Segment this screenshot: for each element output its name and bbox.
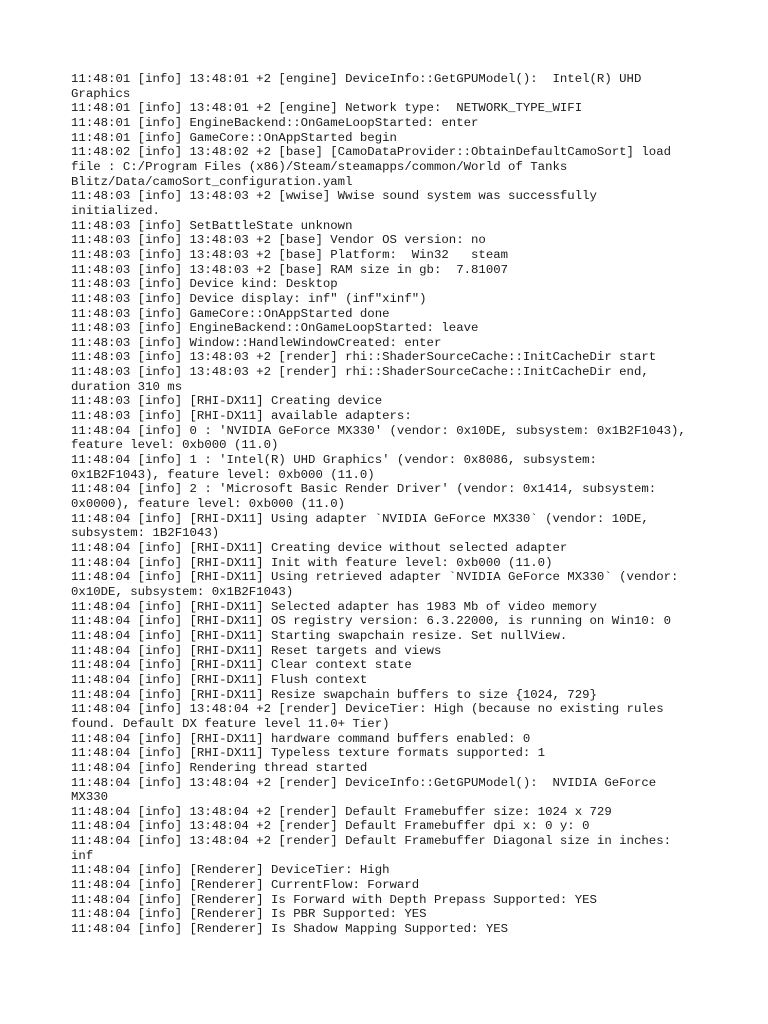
log-line: 11:48:03 [info] SetBattleState unknown xyxy=(71,218,353,233)
log-line: 11:48:03 [info] 13:48:03 +2 [wwise] Wwise sound system was successfully xyxy=(71,189,597,204)
log-line: 11:48:04 [info] [RHI-DX11] OS registry version: 6.3.22000, is running on Win10: 0 xyxy=(71,614,672,629)
log-line: 11:48:04 [info] [RHI-DX11] Init with feature level: 0xb000 (11.0) xyxy=(71,555,553,570)
log-line: found. Default DX feature level 11.0+ Tier) xyxy=(71,716,390,731)
log-line: 11:48:04 [info] Rendering thread started xyxy=(71,760,368,775)
log-line: 11:48:04 [info] [RHI-DX11] Starting swapchain resize. Set nullView. xyxy=(71,628,568,643)
log-line: 11:48:03 [info] [RHI-DX11] available adapters: xyxy=(71,409,412,424)
log-line: 0x10DE, subsystem: 0x1B2F1043) xyxy=(71,584,294,599)
log-line: 11:48:04 [info] [RHI-DX11] Selected adapter has 1983 Mb of video memory xyxy=(71,599,597,614)
log-line: 11:48:01 [info] GameCore::OnAppStarted begin xyxy=(71,130,397,145)
log-line: 11:48:03 [info] EngineBackend::OnGameLoopStarted: leave xyxy=(71,321,479,336)
log-line: 11:48:04 [info] 13:48:04 +2 [render] Default Framebuffer size: 1024 x 729 xyxy=(71,804,612,819)
log-line: MX330 xyxy=(71,790,109,805)
log-line: 11:48:01 [info] EngineBackend::OnGameLoopStarted: enter xyxy=(71,115,479,130)
log-line: 11:48:04 [info] [RHI-DX11] Flush context xyxy=(71,672,368,687)
log-line: 11:48:04 [info] [RHI-DX11] Creating device without selected adapter xyxy=(71,541,568,555)
log-line: 11:48:03 [info] 13:48:03 +2 [render] rhi::ShaderSourceCache::InitCacheDir start xyxy=(71,350,657,365)
log-line: 11:48:04 [info] [RHI-DX11] Using retrieved adapter `NVIDIA GeForce MX330` (vendor: xyxy=(71,570,679,585)
log-line: 11:48:04 [info] 2 : 'Microsoft Basic Render Driver' (vendor: 0x1414, subsystem: xyxy=(71,482,657,497)
log-line: 11:48:03 [info] Window::HandleWindowCreated: enter xyxy=(71,335,442,350)
log-line: 11:48:04 [info] 0 : 'NVIDIA GeForce MX330' (vendor: 0x10DE, subsystem: 0x1B2F1043), xyxy=(71,423,686,438)
log-line: 11:48:04 [info] [RHI-DX11] Clear context state xyxy=(71,658,412,673)
log-line: 11:48:03 [info] Device display: inf" (inf"xinf") xyxy=(71,291,427,306)
log-line: 11:48:03 [info] Device kind: Desktop xyxy=(71,277,338,292)
log-line: 11:48:03 [info] 13:48:03 +2 [render] rhi::ShaderSourceCache::InitCacheDir end, xyxy=(71,365,649,380)
log-line: 11:48:04 [info] [RHI-DX11] Using adapter `NVIDIA GeForce MX330` (vendor: 10DE, xyxy=(71,511,649,526)
log-line: 11:48:04 [info] [RHI-DX11] hardware command buffers enabled: 0 xyxy=(71,731,531,746)
log-line: feature level: 0xb000 (11.0) xyxy=(71,438,279,453)
log-line: 11:48:04 [info] [Renderer] Is Shadow Mapping Supported: YES xyxy=(71,922,509,937)
log-line: 11:48:03 [info] 13:48:03 +2 [base] RAM size in gb: 7.81007 xyxy=(71,262,509,277)
log-line: 11:48:02 [info] 13:48:02 +2 [base] [CamoDataProvider::ObtainDefaultCamoSort] load xyxy=(71,145,672,160)
log-line: 11:48:03 [info] 13:48:03 +2 [base] Platform: Win32 steam xyxy=(71,247,509,262)
log-line: 11:48:04 [info] 13:48:04 +2 [render] DeviceTier: High (because no existing rules xyxy=(71,702,664,717)
log-line: 11:48:04 [info] 13:48:04 +2 [render] DeviceInfo::GetGPUModel(): NVIDIA GeForce xyxy=(71,775,657,790)
log-line: Graphics xyxy=(71,86,131,101)
log-line: 11:48:01 [info] 13:48:01 +2 [engine] DeviceInfo::GetGPUModel(): Intel(R) UHD xyxy=(71,72,642,86)
log-line: 11:48:01 [info] 13:48:01 +2 [engine] Network type: NETWORK_TYPE_WIFI xyxy=(71,101,583,116)
log-line: 11:48:03 [info] 13:48:03 +2 [base] Vendor OS version: no xyxy=(71,233,486,248)
log-line: subsystem: 1B2F1043) xyxy=(71,526,220,541)
log-line: 11:48:03 [info] GameCore::OnAppStarted done xyxy=(71,306,390,321)
log-line: 11:48:04 [info] [Renderer] CurrentFlow: Forward xyxy=(71,878,420,893)
log-line: 11:48:04 [info] [RHI-DX11] Typeless texture formats supported: 1 xyxy=(71,746,546,761)
log-line: 11:48:04 [info] [Renderer] Is PBR Supported: YES xyxy=(71,907,427,922)
log-line: initialized. xyxy=(71,203,160,218)
log-line: 11:48:03 [info] [RHI-DX11] Creating device xyxy=(71,394,383,409)
log-line: 11:48:04 [info] [Renderer] Is Forward with Depth Prepass Supported: YES xyxy=(71,892,597,907)
log-line: Blitz/Data/camoSort_configuration.yaml xyxy=(71,174,353,189)
log-line: 11:48:04 [info] 1 : 'Intel(R) UHD Graphics' (vendor: 0x8086, subsystem: xyxy=(71,453,597,468)
log-line: 11:48:04 [info] 13:48:04 +2 [render] Default Framebuffer dpi x: 0 y: 0 xyxy=(71,819,590,834)
log-line: 11:48:04 [info] [Renderer] DeviceTier: High xyxy=(71,863,390,878)
log-text xyxy=(71,72,711,937)
log-line: 11:48:04 [info] 13:48:04 +2 [render] Default Framebuffer Diagonal size in inches: xyxy=(71,834,672,849)
log-line: duration 310 ms xyxy=(71,379,183,394)
log-line: inf xyxy=(71,848,94,863)
log-line: file : C:/Program Files (x86)/Steam/steamapps/common/World of Tanks xyxy=(71,159,568,174)
log-line: 11:48:04 [info] [RHI-DX11] Reset targets and views xyxy=(71,643,442,658)
log-line: 11:48:04 [info] [RHI-DX11] Resize swapchain buffers to size {1024, 729} xyxy=(71,687,597,702)
log-line: 0x0000), feature level: 0xb000 (11.0) xyxy=(71,497,346,512)
log-line: 0x1B2F1043), feature level: 0xb000 (11.0) xyxy=(71,467,375,482)
